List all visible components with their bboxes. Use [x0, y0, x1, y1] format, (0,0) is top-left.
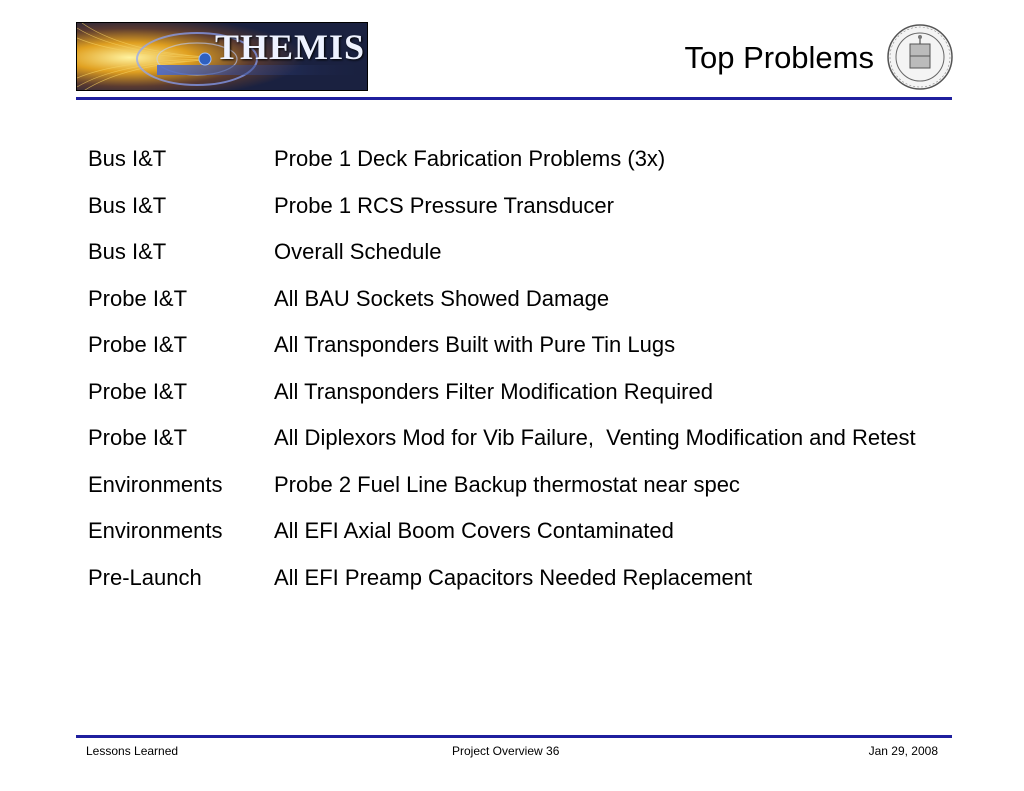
row-category: Probe I&T — [88, 378, 188, 404]
row-problem: All EFI Preamp Capacitors Needed Replacement — [274, 564, 753, 590]
row-category: Environments — [88, 518, 223, 543]
table-row — [88, 562, 928, 593]
row-problem: Overall Schedule — [274, 239, 442, 264]
table-row — [88, 283, 928, 314]
table-row — [88, 329, 928, 360]
row-category: Environments — [88, 471, 223, 497]
row-problem: Probe 2 Fuel Line Backup thermostat near spec — [274, 471, 740, 497]
row-category: Probe I&T — [88, 332, 188, 357]
row-problem: All Diplexors Mod for Vib Failure, Venting Modification and Retest — [274, 425, 916, 450]
table-row — [88, 422, 928, 453]
row-problem: All EFI Axial Boom Covers Contaminated — [274, 518, 674, 543]
themis-logo — [76, 22, 368, 91]
row-problem: All Transponders Built with Pure Tin Lugs — [274, 332, 676, 357]
table-row — [88, 190, 928, 221]
footer-date: Jan 29, 2008 — [868, 744, 938, 758]
problems-table — [88, 143, 928, 608]
row-problem: All Transponders Filter Modification Required — [274, 378, 713, 404]
row-category: Bus I&T — [88, 239, 167, 264]
row-category: Bus I&T — [88, 192, 167, 218]
table-row — [88, 236, 928, 267]
row-category: Pre-Launch — [88, 564, 202, 590]
table-row — [88, 515, 928, 546]
table-row — [88, 469, 928, 500]
header-rule — [76, 97, 952, 100]
page-title: Top Problems — [684, 40, 874, 75]
row-category: Bus I&T — [88, 146, 167, 171]
footer-left: Lessons Learned — [86, 744, 179, 758]
row-category: Probe I&T — [88, 285, 188, 311]
row-problem: Probe 1 Deck Fabrication Problems (3x) — [274, 146, 666, 171]
table-row — [88, 376, 928, 407]
table-row — [88, 143, 928, 174]
logo-text: THEMIS — [215, 27, 366, 67]
footer-page: Project Overview 36 — [452, 744, 560, 758]
row-problem: All BAU Sockets Showed Damage — [274, 285, 610, 311]
footer-rule — [76, 735, 952, 738]
row-problem: Probe 1 RCS Pressure Transducer — [274, 192, 614, 218]
row-category: Probe I&T — [88, 425, 188, 450]
university-seal-icon — [887, 24, 953, 90]
